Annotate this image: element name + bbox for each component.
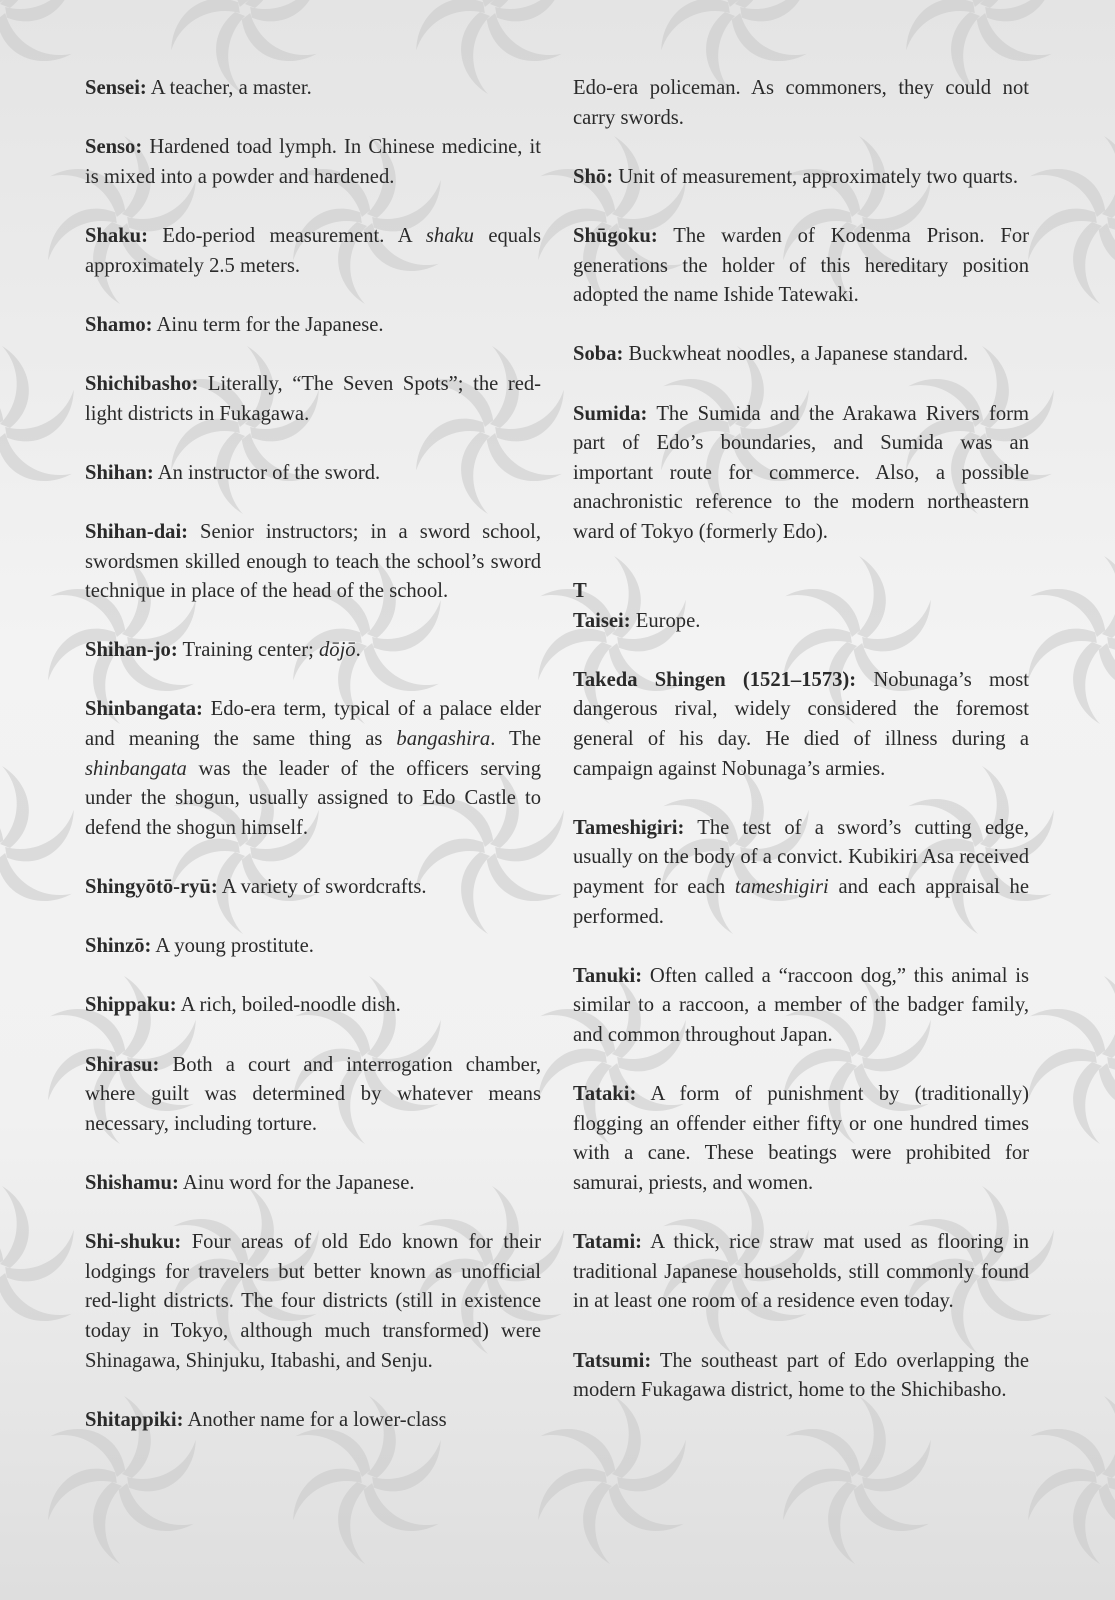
entry-definition: Four areas of old Edo known for their lodgings for travelers but better known as unofficial red-light districts. The four districts (still in existence today in Tokyo, although much transformed) were Shinagawa, Shinjuku, Itabashi, and Senju. xyxy=(85,1231,541,1372)
entry-term: Shō: xyxy=(573,165,614,188)
entry-definition: Europe. xyxy=(630,609,701,632)
glossary-right-column xyxy=(573,74,1029,1406)
entry-term: Senso: xyxy=(85,136,143,159)
glossary-entry xyxy=(573,666,1029,784)
entry-term: Shaku: xyxy=(85,224,148,247)
entry-italic-term: bangashira xyxy=(396,728,491,751)
glossary-entry-continued: Edo-era policeman. As commoners, they could not carry swords. xyxy=(573,77,1029,129)
entry-term: Shingyōtō-ryū: xyxy=(85,876,218,899)
entry-term: Tataki: xyxy=(573,1083,637,1106)
entry-definition: Nobunaga’s most dangerous rival, widely considered the foremost general of his day. He died of illness during a campaign against Nobunaga’s armies. xyxy=(573,668,1029,780)
entry-definition: was the leader of the officers serving under the shogun, usually assigned to Edo Castle to defend the shogun himself. xyxy=(85,757,541,839)
glossary-entry xyxy=(85,133,541,192)
entry-definition: The Sumida and the Arakawa Rivers form part of Edo’s boundaries, and Sumida was an important route for commerce. Also, a possible anachronistic reference to the modern northeastern ward of Tokyo (formerly Edo). xyxy=(573,402,1029,543)
entry-definition: Ainu term for the Japanese. xyxy=(152,313,384,336)
glossary-entry xyxy=(85,518,541,607)
entry-definition: Hardened toad lymph. In Chinese medicine, it is mixed into a powder and hardened. xyxy=(85,136,541,188)
entry-term: Shinzō: xyxy=(85,935,152,958)
entry-term: Shirasu: xyxy=(85,1053,160,1076)
glossary-entry xyxy=(85,459,541,489)
glossary-entry xyxy=(573,1080,1029,1198)
glossary-entry xyxy=(573,340,1029,370)
entry-italic-term: dōjō xyxy=(318,639,356,662)
entry-definition: Another name for a lower-class xyxy=(183,1408,447,1431)
glossary-entry xyxy=(85,932,541,962)
entry-definition: A teacher, a master. xyxy=(146,77,312,99)
entry-term: Shitappiki: xyxy=(85,1408,184,1431)
entry-term: Shihan-jo: xyxy=(85,639,178,662)
entry-term: Soba: xyxy=(573,343,624,366)
glossary-entry xyxy=(85,1169,541,1199)
entry-term: Tatsumi: xyxy=(573,1349,652,1372)
entry-definition: Training center; xyxy=(177,639,319,662)
entry-definition: A variety of swordcrafts. xyxy=(217,876,427,899)
entry-term: Tatami: xyxy=(573,1231,643,1254)
glossary-entry xyxy=(85,1406,541,1436)
entry-definition: The test of a sword’s cutting edge, usually on the body of a convict. Kubikiri Asa received payment for each xyxy=(573,816,1029,899)
entry-definition: Ainu word for the Japanese. xyxy=(178,1171,415,1194)
glossary-left-column xyxy=(85,74,541,1435)
entry-term: Shinbangata: xyxy=(85,698,203,721)
entry-definition: Literally, “The Seven Spots”; the red-light districts in Fukagawa. xyxy=(85,372,541,425)
glossary-entry xyxy=(85,222,541,281)
glossary-entry xyxy=(573,814,1029,932)
entry-definition: Buckwheat noodles, a Japanese standard. xyxy=(623,343,969,366)
entry-term: Tanuki: xyxy=(573,964,643,987)
entry-definition: and each appraisal he performed. xyxy=(573,876,1029,928)
entry-term: Takeda Shingen (1521–1573): xyxy=(573,668,857,691)
entry-definition: A rich, boiled-noodle dish. xyxy=(176,994,401,1017)
entry-italic-term: shaku xyxy=(425,224,474,247)
glossary-section-t xyxy=(573,577,1029,636)
glossary-entry xyxy=(85,991,541,1021)
entry-term: Shihan: xyxy=(85,461,154,484)
glossary-entry xyxy=(85,370,541,429)
entry-term: Sumida: xyxy=(573,402,648,425)
entry-definition: Unit of measurement, approximately two quarts. xyxy=(613,165,1018,188)
entry-term: Shamo: xyxy=(85,313,153,336)
entry-definition: equals approximately 2.5 meters. xyxy=(85,224,541,277)
section-letter: T xyxy=(573,580,587,603)
entry-italic-term: shinbangata xyxy=(85,757,187,780)
entry-definition: A form of punishment by (traditionally) flogging an offender either fifty or one hundred times with a cane. These beatings were prohibited for samurai, priests, and women. xyxy=(573,1083,1029,1194)
glossary-entry xyxy=(85,1051,541,1140)
entry-definition: . The xyxy=(490,728,541,751)
glossary-entry xyxy=(573,163,1029,193)
entry-term: Sensei: xyxy=(85,77,147,99)
entry-definition: Edo-period measurement. A xyxy=(147,224,426,247)
entry-definition: The southeast part of Edo overlapping the modern Fukagawa district, home to the Shichibasho. xyxy=(573,1349,1029,1402)
glossary-entry xyxy=(85,636,541,666)
entry-definition: Edo-era term, typical of a palace elder and meaning the same thing as xyxy=(85,698,541,751)
entry-definition: Often called a “raccoon dog,” this animal is similar to a raccoon, a member of the badger family, and common throughout Japan. xyxy=(573,964,1029,1046)
entry-definition: A young prostitute. xyxy=(151,935,314,958)
glossary-entry xyxy=(85,74,541,104)
entry-definition: The warden of Kodenma Prison. For generations the holder of this hereditary position adopted the name Ishide Tatewaki. xyxy=(573,224,1029,307)
entry-definition: Senior instructors; in a sword school, swordsmen skilled enough to teach the school’s sword technique in place of the head of the school. xyxy=(85,520,541,603)
glossary-entry xyxy=(573,222,1029,311)
entry-definition: . xyxy=(355,639,361,662)
entry-term: Shichibasho: xyxy=(85,372,199,395)
entry-definition: A thick, rice straw mat used as flooring in traditional Japanese households, still commonly found in at least one room of a residence even today. xyxy=(573,1231,1029,1313)
entry-term: Shi-shuku: xyxy=(85,1231,182,1254)
glossary-entry xyxy=(573,962,1029,1051)
entry-definition: An instructor of the sword. xyxy=(153,461,381,484)
glossary-entry xyxy=(85,873,541,903)
entry-term: Shippaku: xyxy=(85,994,177,1017)
entry-term: Shūgoku: xyxy=(573,224,658,247)
entry-term: Tameshigiri: xyxy=(573,816,685,839)
glossary-entry xyxy=(85,695,541,843)
glossary-entry xyxy=(573,400,1029,548)
glossary-entry xyxy=(85,311,541,341)
entry-term: Shishamu: xyxy=(85,1171,179,1194)
entry-term: Shihan-dai: xyxy=(85,520,189,543)
glossary-entry xyxy=(573,1228,1029,1317)
glossary-entry xyxy=(85,1228,541,1376)
glossary-entry xyxy=(573,1347,1029,1406)
entry-italic-term: tameshigiri xyxy=(734,876,829,899)
entry-term: Taisei: xyxy=(573,609,631,632)
entry-definition: Both a court and interrogation chamber, where guilt was determined by whatever means necessary, including torture. xyxy=(85,1053,541,1135)
